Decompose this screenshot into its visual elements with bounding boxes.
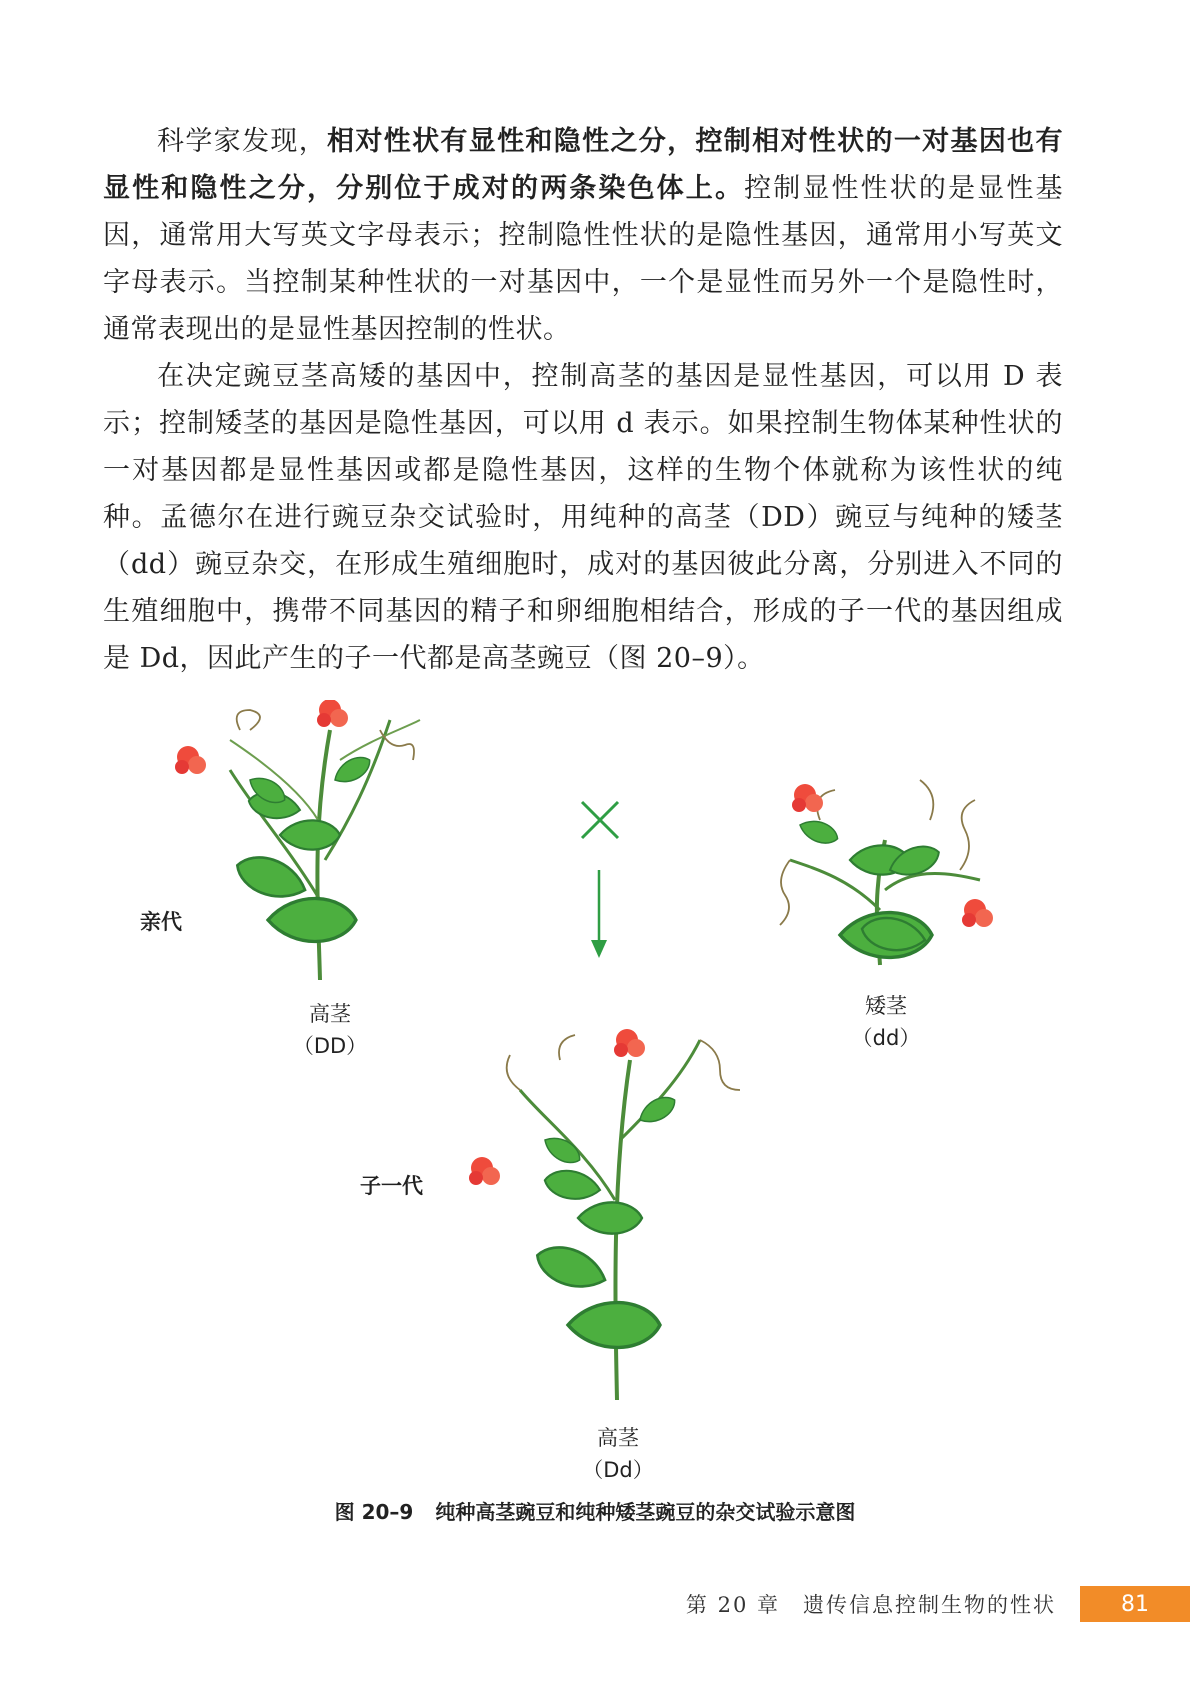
tall-parent-plant [175, 700, 420, 980]
paragraph-1 [103, 118, 1063, 353]
parent-generation-label: 亲代 [140, 910, 182, 934]
tall-parent-genotype: （DD） [292, 1034, 368, 1058]
cross-icon [582, 802, 618, 838]
tall-parent-name: 高茎 [309, 1002, 351, 1026]
chapter-title: 第 20 章 遗传信息控制生物的性状 [685, 1593, 1056, 1617]
figure-number: 图 20–9 [334, 1500, 414, 1524]
offspring-genotype: （Dd） [582, 1458, 654, 1482]
figure-caption [0, 1496, 1190, 1525]
offspring-plant-label [568, 1422, 668, 1486]
offspring-plant [469, 1029, 740, 1400]
tall-parent-label [280, 998, 380, 1062]
offspring-name: 高茎 [597, 1426, 639, 1450]
body-text [103, 118, 1063, 682]
offspring-generation-label: 子一代 [360, 1174, 423, 1198]
short-parent-genotype: （dd） [851, 1026, 921, 1050]
arrow-down-icon [591, 870, 607, 958]
figure-20-9 [0, 700, 1190, 1580]
page-footer [686, 1588, 1190, 1620]
short-parent-label [836, 990, 936, 1054]
short-parent-plant [780, 780, 993, 965]
short-parent-name: 矮茎 [865, 994, 907, 1018]
page-number: 81 [1080, 1586, 1190, 1622]
p1-emphasis: 相对性状有显性和隐性之分，控制相对性状的一对基因也有显性和隐性之分，分别位于成对的两条染色体上。 [103, 126, 1064, 204]
figure-title: 纯种高茎豌豆和纯种矮茎豌豆的杂交试验示意图 [435, 1500, 856, 1524]
paragraph-2: 在决定豌豆茎高矮的基因中，控制高茎的基因是显性基因，可以用 D 表示；控制矮茎的基因是隐性基因，可以用 d 表示。如果控制生物体某种性状的一对基因都是显性基因或都是隐性基因，这样的生物个体就称为该性状的纯种。孟德尔在进行豌豆杂交试验时，用纯种的高茎（DD）豌豆与纯种的矮茎（dd）豌豆杂交，在形成生殖细胞时，成对的基因彼此分离，分别进入不同的生殖细胞中，携带不同基因的精子和卵细胞相结合，形成的子一代的基因组成是 Dd，因此产生的子一代都是高茎豌豆（图 20–9）。 [103, 361, 1063, 674]
p1-lead: 科学家发现， [157, 126, 328, 157]
p1-rest: 控制显性性状的是显性基因，通常用大写英文字母表示；控制隐性性状的是隐性基因，通常用小写英文字母表示。当控制某种性状的一对基因中，一个是显性而另外一个是隐性时，通常表现出的是显性基因控制的性状。 [103, 173, 1063, 345]
